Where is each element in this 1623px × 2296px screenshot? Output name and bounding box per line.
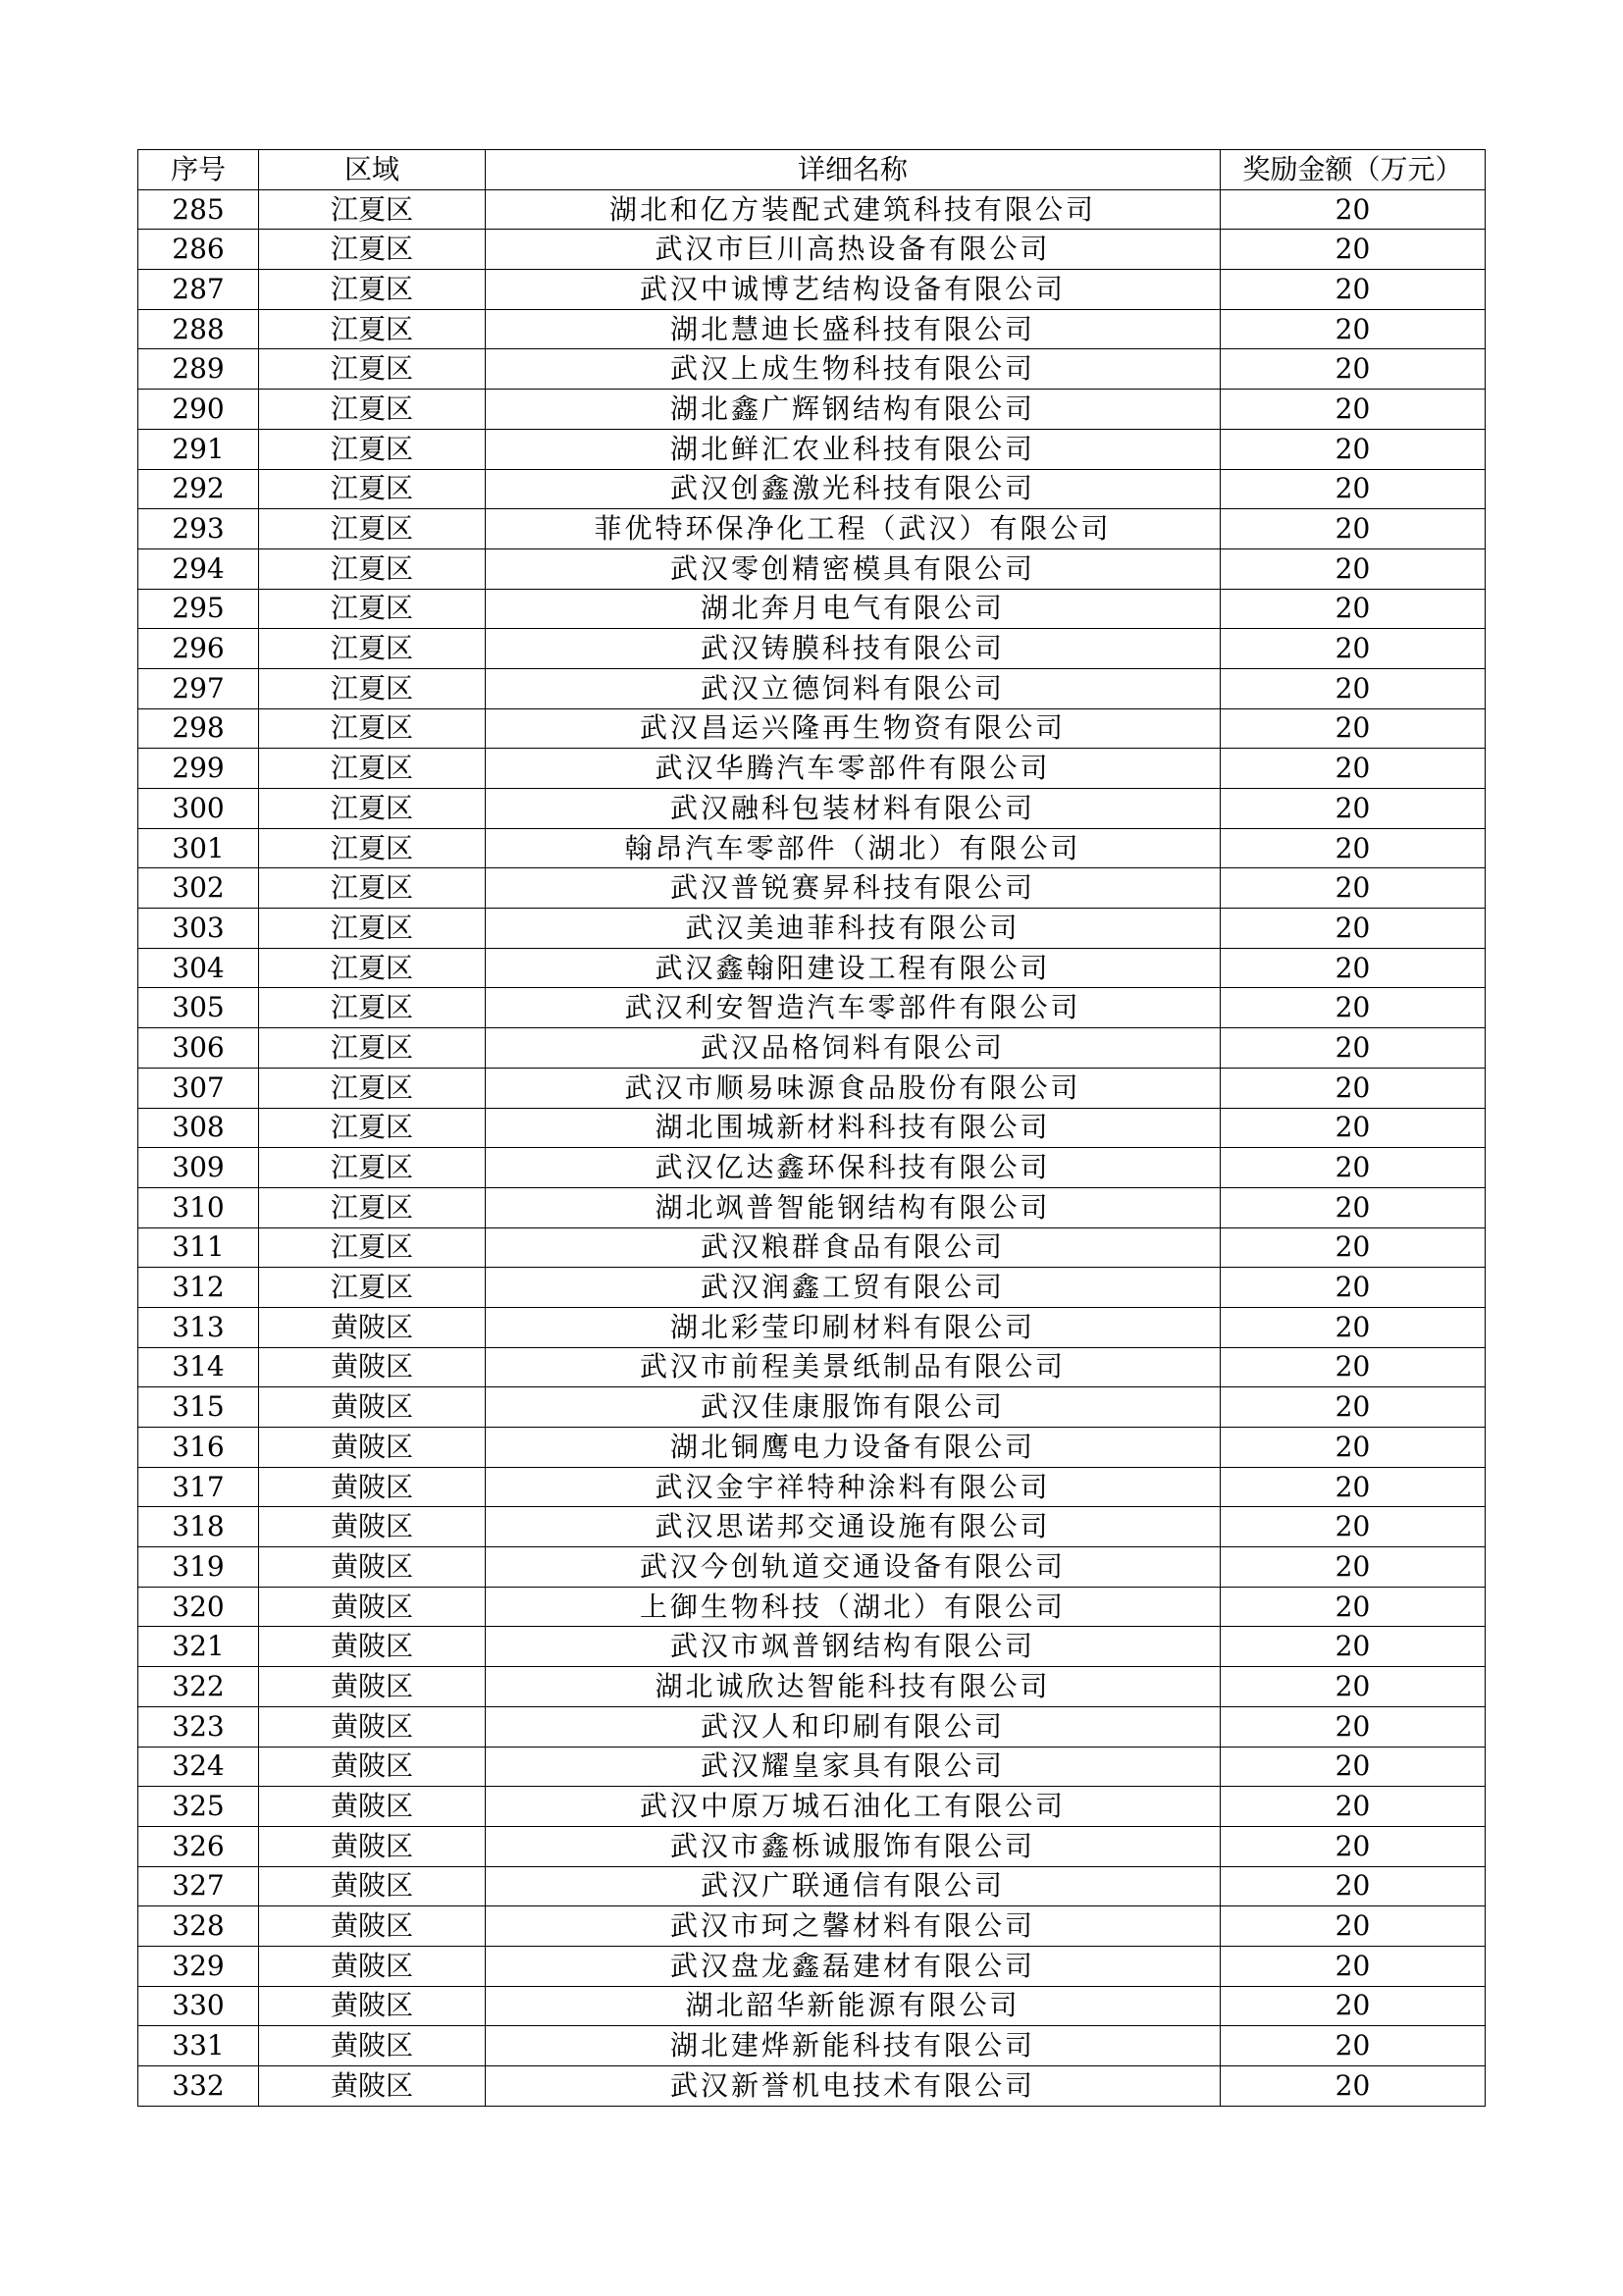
row-index: 330: [138, 1986, 259, 2026]
row-district: 黄陂区: [259, 1787, 486, 1827]
row-district: 江夏区: [259, 868, 486, 909]
row-district: 黄陂区: [259, 1826, 486, 1866]
row-company-name: 武汉亿达鑫环保科技有限公司: [486, 1148, 1221, 1188]
row-award-amount: 20: [1221, 469, 1486, 509]
row-index: 288: [138, 309, 259, 349]
row-award-amount: 20: [1221, 868, 1486, 909]
table-row: [138, 189, 1486, 230]
row-index: 323: [138, 1706, 259, 1747]
row-index: 301: [138, 828, 259, 868]
table-row: [138, 789, 1486, 829]
row-district: 江夏区: [259, 988, 486, 1028]
row-index: 290: [138, 390, 259, 430]
row-district: 江夏区: [259, 548, 486, 589]
row-award-amount: 20: [1221, 509, 1486, 549]
table-row: [138, 1667, 1486, 1707]
row-award-amount: 20: [1221, 1268, 1486, 1308]
row-award-amount: 20: [1221, 1108, 1486, 1148]
row-company-name: 武汉铸膜科技有限公司: [486, 629, 1221, 669]
table-row: [138, 548, 1486, 589]
table-row: [138, 2026, 1486, 2066]
row-award-amount: 20: [1221, 1307, 1486, 1347]
row-district: 黄陂区: [259, 1747, 486, 1787]
row-company-name: 武汉耀皇家具有限公司: [486, 1747, 1221, 1787]
row-company-name: 武汉市巨川高热设备有限公司: [486, 230, 1221, 270]
table-row: [138, 1986, 1486, 2026]
row-district: 江夏区: [259, 589, 486, 629]
row-district: 黄陂区: [259, 1587, 486, 1627]
row-award-amount: 20: [1221, 1747, 1486, 1787]
row-district: 江夏区: [259, 1028, 486, 1069]
row-company-name: 湖北建烨新能科技有限公司: [486, 2026, 1221, 2066]
row-index: 326: [138, 1826, 259, 1866]
row-district: 江夏区: [259, 189, 486, 230]
table-row: [138, 1826, 1486, 1866]
row-index: 291: [138, 429, 259, 469]
row-district: 江夏区: [259, 828, 486, 868]
row-index: 311: [138, 1227, 259, 1268]
row-award-amount: 20: [1221, 189, 1486, 230]
row-company-name: 湖北鲜汇农业科技有限公司: [486, 429, 1221, 469]
table-row: [138, 2066, 1486, 2107]
row-award-amount: 20: [1221, 1906, 1486, 1947]
row-award-amount: 20: [1221, 828, 1486, 868]
table-row: [138, 309, 1486, 349]
row-index: 322: [138, 1667, 259, 1707]
row-index: 303: [138, 909, 259, 949]
row-index: 309: [138, 1148, 259, 1188]
row-index: 320: [138, 1587, 259, 1627]
row-district: 江夏区: [259, 309, 486, 349]
row-company-name: 武汉广联通信有限公司: [486, 1866, 1221, 1906]
row-award-amount: 20: [1221, 1946, 1486, 1986]
row-award-amount: 20: [1221, 1706, 1486, 1747]
row-district: 江夏区: [259, 1187, 486, 1227]
row-district: 江夏区: [259, 230, 486, 270]
row-company-name: 武汉融科包装材料有限公司: [486, 789, 1221, 829]
row-award-amount: 20: [1221, 1347, 1486, 1387]
row-award-amount: 20: [1221, 1068, 1486, 1108]
row-award-amount: 20: [1221, 1826, 1486, 1866]
row-index: 289: [138, 349, 259, 390]
row-district: 黄陂区: [259, 1347, 486, 1387]
table-row: [138, 589, 1486, 629]
row-district: 江夏区: [259, 270, 486, 310]
row-company-name: 武汉中原万城石油化工有限公司: [486, 1787, 1221, 1827]
row-district: 江夏区: [259, 668, 486, 708]
row-award-amount: 20: [1221, 1148, 1486, 1188]
table-row: [138, 868, 1486, 909]
table-row: [138, 1148, 1486, 1188]
row-district: 黄陂区: [259, 1627, 486, 1667]
row-award-amount: 20: [1221, 1587, 1486, 1627]
row-company-name: 湖北和亿方装配式建筑科技有限公司: [486, 189, 1221, 230]
row-company-name: 湖北飒普智能钢结构有限公司: [486, 1187, 1221, 1227]
row-company-name: 武汉盘龙鑫磊建材有限公司: [486, 1946, 1221, 1986]
row-index: 321: [138, 1627, 259, 1667]
row-index: 328: [138, 1906, 259, 1947]
row-index: 306: [138, 1028, 259, 1069]
table-row: [138, 909, 1486, 949]
row-company-name: 武汉普锐赛昇科技有限公司: [486, 868, 1221, 909]
row-company-name: 武汉利安智造汽车零部件有限公司: [486, 988, 1221, 1028]
row-district: 黄陂区: [259, 1906, 486, 1947]
row-award-amount: 20: [1221, 230, 1486, 270]
row-company-name: 湖北鑫广辉钢结构有限公司: [486, 390, 1221, 430]
row-district: 江夏区: [259, 1227, 486, 1268]
table-row: [138, 1906, 1486, 1947]
row-company-name: 武汉市鑫栎诚服饰有限公司: [486, 1826, 1221, 1866]
table-row: [138, 948, 1486, 988]
row-award-amount: 20: [1221, 668, 1486, 708]
row-award-amount: 20: [1221, 988, 1486, 1028]
row-district: 黄陂区: [259, 1467, 486, 1507]
row-district: 黄陂区: [259, 1866, 486, 1906]
row-award-amount: 20: [1221, 309, 1486, 349]
table-row: [138, 749, 1486, 789]
row-award-amount: 20: [1221, 1986, 1486, 2026]
table-row: [138, 1507, 1486, 1547]
row-award-amount: 20: [1221, 1547, 1486, 1588]
table-row: [138, 1028, 1486, 1069]
row-company-name: 武汉润鑫工贸有限公司: [486, 1268, 1221, 1308]
row-index: 314: [138, 1347, 259, 1387]
table-row: [138, 1866, 1486, 1906]
row-district: 江夏区: [259, 509, 486, 549]
row-company-name: 武汉市珂之馨材料有限公司: [486, 1906, 1221, 1947]
row-company-name: 湖北铜鹰电力设备有限公司: [486, 1428, 1221, 1468]
row-award-amount: 20: [1221, 548, 1486, 589]
row-company-name: 湖北围城新材料科技有限公司: [486, 1108, 1221, 1148]
row-award-amount: 20: [1221, 390, 1486, 430]
row-company-name: 武汉市前程美景纸制品有限公司: [486, 1347, 1221, 1387]
row-index: 315: [138, 1387, 259, 1428]
row-index: 317: [138, 1467, 259, 1507]
table-row: [138, 1307, 1486, 1347]
row-district: 黄陂区: [259, 1547, 486, 1588]
row-district: 江夏区: [259, 1068, 486, 1108]
row-company-name: 武汉佳康服饰有限公司: [486, 1387, 1221, 1428]
row-index: 310: [138, 1187, 259, 1227]
row-district: 黄陂区: [259, 1986, 486, 2026]
row-award-amount: 20: [1221, 1627, 1486, 1667]
row-index: 318: [138, 1507, 259, 1547]
table-row: [138, 1068, 1486, 1108]
table-row: [138, 708, 1486, 749]
row-district: 江夏区: [259, 1268, 486, 1308]
row-index: 285: [138, 189, 259, 230]
table-row: [138, 1547, 1486, 1588]
table-row: [138, 1227, 1486, 1268]
row-district: 江夏区: [259, 909, 486, 949]
table-row: [138, 230, 1486, 270]
row-company-name: 湖北韶华新能源有限公司: [486, 1986, 1221, 2026]
row-index: 304: [138, 948, 259, 988]
row-award-amount: 20: [1221, 1667, 1486, 1707]
row-company-name: 湖北诚欣达智能科技有限公司: [486, 1667, 1221, 1707]
header-district: 区域: [259, 150, 486, 190]
row-index: 299: [138, 749, 259, 789]
table-row: [138, 1946, 1486, 1986]
row-index: 296: [138, 629, 259, 669]
row-award-amount: 20: [1221, 429, 1486, 469]
row-company-name: 武汉品格饲料有限公司: [486, 1028, 1221, 1069]
row-company-name: 武汉立德饲料有限公司: [486, 668, 1221, 708]
table-row: [138, 1387, 1486, 1428]
row-district: 江夏区: [259, 789, 486, 829]
row-district: 江夏区: [259, 390, 486, 430]
row-district: 江夏区: [259, 708, 486, 749]
row-company-name: 武汉今创轨道交通设备有限公司: [486, 1547, 1221, 1588]
row-company-name: 武汉金宇祥特种涂料有限公司: [486, 1467, 1221, 1507]
row-district: 黄陂区: [259, 2026, 486, 2066]
table-row: [138, 509, 1486, 549]
row-award-amount: 20: [1221, 1507, 1486, 1547]
row-award-amount: 20: [1221, 349, 1486, 390]
row-award-amount: 20: [1221, 2066, 1486, 2107]
row-company-name: 上御生物科技（湖北）有限公司: [486, 1587, 1221, 1627]
table-row: [138, 469, 1486, 509]
table-row: [138, 1787, 1486, 1827]
row-index: 316: [138, 1428, 259, 1468]
table-row: [138, 1187, 1486, 1227]
row-index: 302: [138, 868, 259, 909]
row-index: 319: [138, 1547, 259, 1588]
table-row: [138, 1467, 1486, 1507]
row-index: 307: [138, 1068, 259, 1108]
row-index: 286: [138, 230, 259, 270]
row-index: 312: [138, 1268, 259, 1308]
table-row: [138, 1347, 1486, 1387]
row-award-amount: 20: [1221, 909, 1486, 949]
row-award-amount: 20: [1221, 1787, 1486, 1827]
row-district: 黄陂区: [259, 1667, 486, 1707]
header-row: [138, 150, 1486, 190]
row-company-name: 翰昂汽车零部件（湖北）有限公司: [486, 828, 1221, 868]
row-company-name: 武汉人和印刷有限公司: [486, 1706, 1221, 1747]
row-district: 江夏区: [259, 1148, 486, 1188]
row-award-amount: 20: [1221, 1028, 1486, 1069]
row-company-name: 武汉创鑫激光科技有限公司: [486, 469, 1221, 509]
table-row: [138, 270, 1486, 310]
row-award-amount: 20: [1221, 270, 1486, 310]
row-company-name: 武汉上成生物科技有限公司: [486, 349, 1221, 390]
row-district: 黄陂区: [259, 1946, 486, 1986]
row-company-name: 武汉市飒普钢结构有限公司: [486, 1627, 1221, 1667]
row-company-name: 武汉鑫翰阳建设工程有限公司: [486, 948, 1221, 988]
table-row: [138, 1627, 1486, 1667]
row-index: 292: [138, 469, 259, 509]
row-district: 江夏区: [259, 948, 486, 988]
row-index: 305: [138, 988, 259, 1028]
row-index: 327: [138, 1866, 259, 1906]
row-company-name: 武汉思诺邦交通设施有限公司: [486, 1507, 1221, 1547]
row-index: 295: [138, 589, 259, 629]
row-company-name: 武汉零创精密模具有限公司: [486, 548, 1221, 589]
row-company-name: 武汉中诚博艺结构设备有限公司: [486, 270, 1221, 310]
row-award-amount: 20: [1221, 948, 1486, 988]
row-index: 287: [138, 270, 259, 310]
row-district: 江夏区: [259, 349, 486, 390]
row-award-amount: 20: [1221, 1428, 1486, 1468]
row-award-amount: 20: [1221, 589, 1486, 629]
row-company-name: 武汉华腾汽车零部件有限公司: [486, 749, 1221, 789]
row-district: 江夏区: [259, 429, 486, 469]
row-company-name: 湖北奔月电气有限公司: [486, 589, 1221, 629]
row-index: 331: [138, 2026, 259, 2066]
table-row: [138, 1428, 1486, 1468]
row-company-name: 武汉市顺易味源食品股份有限公司: [486, 1068, 1221, 1108]
table-row: [138, 1108, 1486, 1148]
row-district: 黄陂区: [259, 1507, 486, 1547]
row-index: 308: [138, 1108, 259, 1148]
table-row: [138, 988, 1486, 1028]
table-row: [138, 1747, 1486, 1787]
row-district: 黄陂区: [259, 1428, 486, 1468]
row-index: 294: [138, 548, 259, 589]
row-district: 江夏区: [259, 629, 486, 669]
row-company-name: 湖北慧迪长盛科技有限公司: [486, 309, 1221, 349]
row-company-name: 武汉新誉机电技术有限公司: [486, 2066, 1221, 2107]
table-row: [138, 1587, 1486, 1627]
row-award-amount: 20: [1221, 708, 1486, 749]
row-index: 313: [138, 1307, 259, 1347]
row-award-amount: 20: [1221, 1467, 1486, 1507]
row-company-name: 武汉昌运兴隆再生物资有限公司: [486, 708, 1221, 749]
row-company-name: 武汉美迪菲科技有限公司: [486, 909, 1221, 949]
row-index: 293: [138, 509, 259, 549]
row-index: 298: [138, 708, 259, 749]
row-award-amount: 20: [1221, 1227, 1486, 1268]
header-company-name: 详细名称: [486, 150, 1221, 190]
table-row: [138, 668, 1486, 708]
row-award-amount: 20: [1221, 749, 1486, 789]
row-district: 江夏区: [259, 1108, 486, 1148]
row-district: 黄陂区: [259, 1307, 486, 1347]
row-award-amount: 20: [1221, 1187, 1486, 1227]
table-body: [138, 189, 1486, 2106]
row-district: 黄陂区: [259, 1387, 486, 1428]
table-row: [138, 828, 1486, 868]
row-award-amount: 20: [1221, 1866, 1486, 1906]
table-row: [138, 390, 1486, 430]
table-row: [138, 629, 1486, 669]
row-index: 324: [138, 1747, 259, 1787]
row-index: 325: [138, 1787, 259, 1827]
row-index: 332: [138, 2066, 259, 2107]
table-row: [138, 1268, 1486, 1308]
header-award-amount: 奖励金额（万元）: [1221, 150, 1486, 190]
award-table: [137, 149, 1486, 2107]
row-district: 黄陂区: [259, 2066, 486, 2107]
row-award-amount: 20: [1221, 1387, 1486, 1428]
row-award-amount: 20: [1221, 2026, 1486, 2066]
table-row: [138, 1706, 1486, 1747]
row-company-name: 湖北彩莹印刷材料有限公司: [486, 1307, 1221, 1347]
table-row: [138, 429, 1486, 469]
row-district: 黄陂区: [259, 1706, 486, 1747]
row-index: 300: [138, 789, 259, 829]
row-index: 329: [138, 1946, 259, 1986]
table-row: [138, 349, 1486, 390]
row-district: 江夏区: [259, 469, 486, 509]
row-company-name: 菲优特环保净化工程（武汉）有限公司: [486, 509, 1221, 549]
row-award-amount: 20: [1221, 629, 1486, 669]
header-index: 序号: [138, 150, 259, 190]
row-index: 297: [138, 668, 259, 708]
row-company-name: 武汉粮群食品有限公司: [486, 1227, 1221, 1268]
row-award-amount: 20: [1221, 789, 1486, 829]
row-district: 江夏区: [259, 749, 486, 789]
